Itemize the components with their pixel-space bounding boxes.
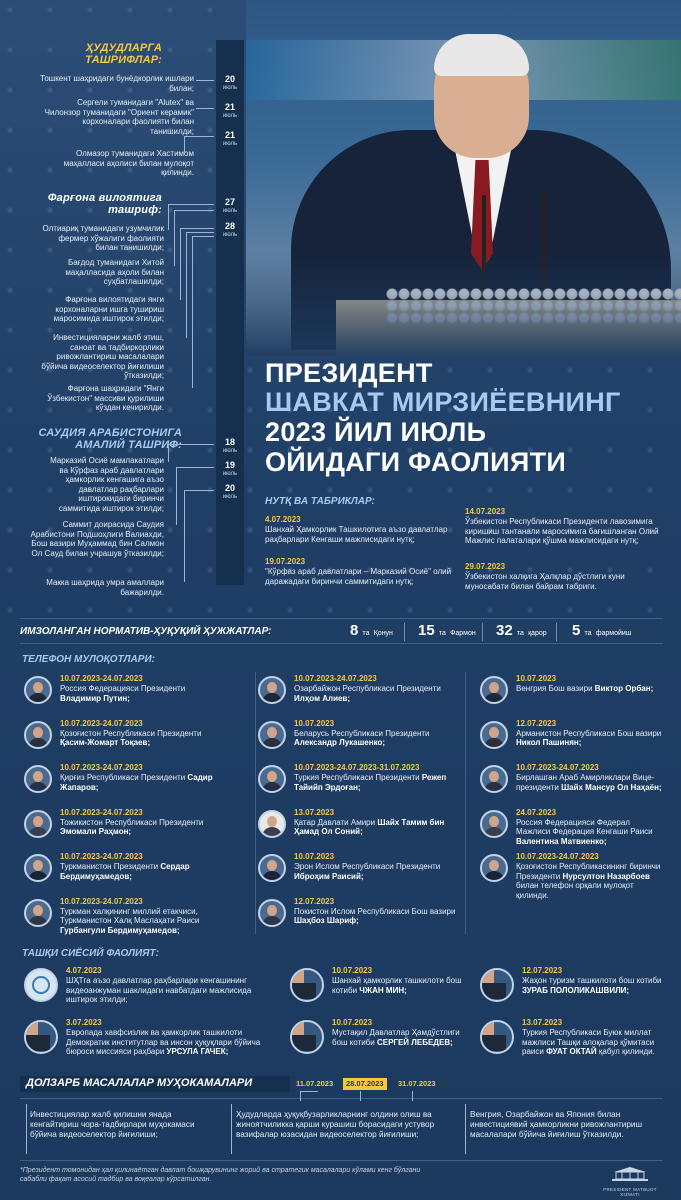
- phone-person: Иброҳим Раисий;: [294, 871, 364, 881]
- phone-role: Туркия Республикаси Президенти: [294, 773, 420, 782]
- avatar-head: [489, 771, 499, 782]
- date-badge: 28 июль: [222, 221, 238, 238]
- activity-person: ФУАТ ОКТАЙ: [546, 1047, 597, 1056]
- documents-bar: [20, 618, 663, 644]
- foreign-title: ТАШҚИ СИЁСИЙ ФАОЛИЯТ:: [22, 948, 159, 959]
- footnote: *Президент томонидан ҳал қилинаётган давлат бошқарувининг жорий ва стратегик масалалари кўлами кенг бўлгани сабабли фақат асосий тадбир ва воқеалар кўрсатилган.: [20, 1167, 421, 1183]
- phone-person: Гурбангули Бердимуҳамедов;: [60, 925, 180, 935]
- fergana-item: Фарғона вилоятидаги янги корхоналарни ишга тушириш маросимида иштирок этилди;: [53, 295, 164, 323]
- activity-text: [522, 1028, 672, 1057]
- portrait-avatar: [24, 810, 52, 838]
- divider: [482, 623, 483, 641]
- phone-role: Туркман халқининг миллий етакчиси, Туркманистон Халқ Маслаҳати Раиси: [60, 906, 200, 925]
- visits-title: ҲУДУДЛАРГА ТАШРИФЛАР:: [85, 42, 162, 66]
- divider: [465, 672, 466, 934]
- activity-desc: Европада хавфсизлик ва ҳамкорлик ташкилоти Демократик институтлар ва инсон ҳуқуқлари бўйича бюроси миссияси раҳбари: [66, 1028, 261, 1056]
- avatar-head: [33, 682, 43, 693]
- portrait-avatar: [24, 899, 52, 927]
- connector-line: [360, 1091, 361, 1101]
- phone-text: [294, 773, 459, 792]
- avatar-body: [484, 871, 504, 882]
- portrait-avatar: [24, 721, 52, 749]
- avatar-body: [292, 983, 316, 999]
- phone-role: Қирғиз Республикаси Президенти: [60, 773, 186, 782]
- avatar-head: [267, 727, 277, 738]
- meeting-date: 28.07.2023: [343, 1078, 387, 1090]
- activity-person: СЕРГЕЙ ЛЕБЕДЕВ;: [376, 1037, 453, 1047]
- phone-role: Эрон Ислом Республикаси Президенти: [294, 862, 441, 871]
- avatar-body: [262, 871, 282, 882]
- avatar-head: [489, 860, 499, 871]
- avatar-body: [482, 983, 506, 999]
- activity-tail: қабул қилинди.: [598, 1047, 655, 1056]
- phone-role: Россия Федерацияси Федерал Мажлиси Федерация Кенгаши Раиси: [516, 817, 653, 836]
- doc-count: 15 та Фармон: [418, 622, 476, 639]
- connector-line: [192, 236, 214, 388]
- portrait-avatar: [24, 765, 52, 793]
- avatar-head: [33, 816, 43, 827]
- activity-text: [332, 976, 472, 995]
- phone-date: 10.07.2023: [516, 674, 557, 683]
- phone-person: Александр Лукашенко;: [294, 738, 386, 747]
- portrait-avatar: [24, 854, 52, 882]
- phone-person: Виктор Орбан;: [594, 684, 654, 693]
- avatar-body: [28, 738, 48, 749]
- avatar-body: [28, 916, 48, 927]
- phone-person: Садир Жапаров;: [60, 773, 213, 792]
- phone-tail: билан телефон орқали мулоқот қилинди.: [516, 881, 634, 900]
- date-badge: 27 июль: [222, 197, 238, 214]
- connector-line: [412, 1091, 413, 1101]
- phone-date: 10.07.2023-24.07.2023: [60, 674, 143, 683]
- phone-person: Никол Пашинян;: [516, 738, 582, 747]
- speech-date: 4.07.2023: [265, 515, 301, 524]
- avatar-body: [262, 693, 282, 704]
- avatar-body: [482, 1035, 506, 1051]
- phone-text: [294, 818, 459, 837]
- speech-text: Шанхай Ҳамкорлик Ташкилотига аъзо давлатлар раҳбарлари Кенгаши мажлисидаги нутқ;: [265, 525, 448, 544]
- avatar-body: [28, 871, 48, 882]
- speech-text: Ўзбекистон халқига Ҳалқлар дўстлиги куни муносабати билан байрам табриги.: [465, 572, 625, 591]
- avatar-head: [267, 771, 277, 782]
- portrait-avatar: [480, 1020, 514, 1054]
- avatar-head: [489, 682, 499, 693]
- portrait-avatar: [258, 899, 286, 927]
- connector-line: [231, 1104, 232, 1154]
- date-badge: 18 июль: [222, 437, 238, 454]
- activity-text: [66, 1028, 276, 1057]
- avatar-head: [33, 860, 43, 871]
- avatar-body: [262, 916, 282, 927]
- saudi-title: САУДИЯ АРАБИСТОНИГА АМАЛИЙ ТАШРИФ:: [38, 427, 182, 451]
- activity-desc: Жаҳон туризм ташкилоти бош котиби: [522, 976, 662, 985]
- phone-date: 10.07.2023-24.07.2023: [60, 852, 143, 861]
- phone-role: Қозоғистон Республикасининг биринчи Президенти: [516, 862, 661, 881]
- visit-item: Тошкент шаҳридаги бунёдкорлик ишлари билан;: [40, 74, 194, 93]
- phone-date: 10.07.2023: [294, 718, 335, 728]
- avatar-head: [33, 771, 43, 782]
- phone-text: [516, 862, 666, 900]
- date-badge: 21 июль: [222, 102, 238, 119]
- doc-count: 8 та Қонун: [350, 622, 393, 639]
- portrait-avatar: [258, 721, 286, 749]
- phone-date: 10.07.2023-24.07.2023: [60, 896, 143, 906]
- divider: [20, 1160, 663, 1161]
- avatar-body: [262, 738, 282, 749]
- connector-line: [168, 444, 214, 462]
- activity-desc: Шанхай ҳамкорлик ташкилоти бош котиби: [332, 976, 462, 995]
- avatar-body: [484, 738, 504, 749]
- phone-role: Бирлашган Араб Амирликлари Вице-президенти: [516, 773, 655, 792]
- phone-date: 24.07.2023: [516, 807, 557, 817]
- portrait-avatar: [480, 765, 508, 793]
- avatar-body: [28, 782, 48, 793]
- main-title-line3: 2023 ЙИЛ ИЮЛЬ: [265, 417, 487, 447]
- phone-text: [516, 684, 666, 694]
- doc-count: 32 та қарор: [496, 622, 547, 639]
- activity-desc: Мустақил Давлатлар Ҳамдўстлиги бош котиби: [332, 1028, 460, 1047]
- fergana-title: Фарғона вилоятига ташриф:: [47, 192, 162, 216]
- building-icon: [610, 1166, 650, 1182]
- phone-text: [294, 729, 459, 748]
- connector-line: [196, 80, 214, 81]
- activity-date: 10.07.2023: [332, 1018, 373, 1027]
- speech-text: Ўзбекистон Республикаси Президенти лавозимига киришиш тантанали маросимига бағишланган Олий Мажлис палаталари қўшма мажлисидаги нутқ;: [465, 517, 659, 545]
- activity-person: ЧЖАН МИН;: [359, 985, 407, 995]
- phone-person: Режеп Тайийп Эрдоған;: [294, 773, 447, 792]
- phone-person: Шаҳбоз Шариф;: [294, 916, 359, 925]
- activity-date: 4.07.2023: [66, 966, 102, 975]
- sco-emblem-icon: [24, 968, 58, 1002]
- connector-line: [196, 108, 214, 109]
- activity-desc: ШҲТга аъзо давлатлар раҳбарлари кенгашининг видеоанжуман шаклидаги навбатдаги мажлисида иштирок этилди;: [66, 976, 252, 1004]
- meeting-date: 31.07.2023: [398, 1079, 436, 1088]
- date-badge: 20 июль: [222, 483, 238, 500]
- avatar-body: [484, 827, 504, 838]
- speech-date: 14.07.2023: [465, 507, 506, 516]
- phone-text: [516, 773, 666, 792]
- avatar-body: [28, 827, 48, 838]
- divider: [20, 1098, 663, 1099]
- meetings-title: ДОЛЗАРБ МАСАЛАЛАР МУҲОКАМАЛАРИ: [26, 1077, 253, 1089]
- avatar-head: [267, 682, 277, 693]
- phone-role: Покистон Ислом Республикаси Бош вазири: [294, 906, 456, 916]
- portrait-avatar: [290, 1020, 324, 1054]
- phone-role: Беларусь Республикаси Президенти: [294, 728, 430, 738]
- activity-date: 3.07.2023: [66, 1018, 102, 1027]
- avatar-body: [292, 1035, 316, 1051]
- main-title-line2: ШАВКАТ МИРЗИЁЕВНИНГ: [265, 387, 621, 417]
- portrait-avatar: [480, 810, 508, 838]
- portrait-avatar: [24, 676, 52, 704]
- avatar-body: [484, 782, 504, 793]
- divider: [255, 672, 256, 934]
- speech-date: 29.07.2023: [465, 562, 506, 571]
- meeting-date: 11.07.2023: [296, 1079, 334, 1088]
- portrait-avatar: [480, 721, 508, 749]
- fergana-item: Фарғона шаҳридаги "Янги Ўзбекистон" массиви қурилиши кўздан кечирилди.: [47, 384, 164, 412]
- portrait-avatar: [258, 676, 286, 704]
- divider: [404, 623, 405, 641]
- connector-line: [26, 1104, 27, 1154]
- photo-hair: [434, 34, 529, 76]
- saudi-item: Марказий Осиё мамлакатлари ва Кўрфаз араб давлатлари ҳамкорлик кенгашига аъзо давлатлар раҳбарлари иштирокидаги биринчи саммитида иштирок этилди;: [50, 456, 164, 513]
- activity-text: [66, 976, 276, 1005]
- speech-date: 19.07.2023: [265, 557, 306, 566]
- phone-person: Владимир Путин;: [60, 693, 130, 703]
- activity-text: [522, 976, 672, 995]
- visit-item: Олмазор туманидаги Хастимом маҳалласи аҳолиси билан мулоқот қилинди.: [63, 149, 194, 177]
- phone-person: Қасим-Жомарт Тоқаев;: [60, 738, 151, 747]
- phone-date: 12.07.2023: [294, 896, 335, 906]
- phone-date: 10.07.2023: [294, 852, 335, 861]
- meeting-item: Венгрия, Озарбайжон ва Япония билан инвестициявий ҳамкорликни ривожлантириш масалалари бўйича йиғилиш ўтказилди.: [470, 1110, 643, 1139]
- photo-fade: [246, 250, 681, 355]
- phone-text: [60, 862, 225, 881]
- meeting-item: Ҳудудларда ҳуқуқбузарликларнинг олдини олиш ва жиноятчиликка қарши курашиш борасидаги устувор вазифалар юзасидан видеоселектор йиғилиши;: [236, 1110, 435, 1139]
- portrait-avatar: [24, 1020, 58, 1054]
- logo: [598, 1166, 662, 1197]
- avatar-head: [26, 1022, 38, 1035]
- connector-line: [465, 1104, 466, 1154]
- phone-person: Шайх Тамим бин Ҳамад Ол Соний;: [294, 817, 445, 836]
- phone-date: 10.07.2023-24.07.2023-31.07.2023: [294, 763, 420, 772]
- portrait-avatar: [480, 968, 514, 1002]
- activity-text: [332, 1028, 472, 1047]
- phone-text: [294, 907, 459, 926]
- main-title-line1: ПРЕЗИДЕНТ: [265, 358, 433, 388]
- activity-date: 12.07.2023: [522, 966, 563, 975]
- fergana-item: Инвестицияларни жалб этиш, саноат ва тадбиркорлики ривожлантириш масалалари бўйича видеоселектор йиғилиши ўтказилди;: [41, 333, 164, 380]
- connector-line: [184, 136, 214, 154]
- phone-date: 10.07.2023-24.07.2023: [60, 718, 143, 728]
- avatar-body: [26, 1035, 50, 1051]
- portrait-avatar: [258, 765, 286, 793]
- phone-role: Қозоғистон Республикаси Президенти: [60, 728, 202, 738]
- documents-title: ИМЗОЛАНГАН НОРМАТИВ-ҲУҚУҚИЙ ҲУЖЖАТЛАР:: [20, 626, 272, 637]
- portrait-avatar: [258, 810, 286, 838]
- avatar-head: [267, 860, 277, 871]
- saudi-item: Макка шаҳрида умра амаллари бажарилди.: [46, 578, 164, 597]
- phone-text: [294, 684, 459, 703]
- saudi-item: Саммит доирасида Саудия Арабистони Подшоҳлиги Валиахди, Бош вазири Муҳаммад бин Салмон Ол Сауд билан учрашув ўтказилди;: [30, 520, 164, 558]
- avatar-head: [489, 816, 499, 827]
- avatar-head: [267, 905, 277, 916]
- phone-date: 12.07.2023: [516, 718, 557, 728]
- date-badge: 20 июль: [222, 74, 238, 91]
- avatar-body: [262, 827, 282, 838]
- phone-text: [516, 818, 666, 847]
- visit-item: Сергели туманидаги "Alutex" ва Чилонзор туманидаги "Ориент керамик" корхоналари фаолияти билан танишилди;: [44, 98, 194, 136]
- avatar-head: [292, 970, 304, 983]
- phone-person: Шайх Мансур Ол Наҳаён;: [561, 782, 662, 792]
- phone-title: ТЕЛЕФОН МУЛОҚОТЛАРИ:: [22, 654, 155, 665]
- doc-count: 5 та фармойиш: [572, 622, 632, 639]
- avatar-head: [33, 905, 43, 916]
- avatar-head: [482, 970, 494, 983]
- phone-date: 13.07.2023: [294, 807, 335, 817]
- activity-person: ЗУРАБ ПОЛОЛИКАШВИЛИ;: [522, 985, 630, 995]
- phone-text: [60, 729, 225, 748]
- avatar-body: [262, 782, 282, 793]
- phone-person: Нурсултон Назарбоев: [562, 871, 650, 881]
- phone-person: Илҳом Алиев;: [294, 693, 351, 703]
- avatar-head: [482, 1022, 494, 1035]
- avatar-head: [489, 727, 499, 738]
- phone-date: 10.07.2023-24.07.2023: [516, 852, 599, 861]
- phone-text: [60, 684, 225, 703]
- activity-date: 10.07.2023: [332, 966, 373, 975]
- activity-date: 13.07.2023: [522, 1018, 563, 1027]
- logo-text: PRESIDENT MATBUOT XIZMATI: [603, 1187, 657, 1197]
- portrait-avatar: [480, 676, 508, 704]
- phone-text: [294, 862, 459, 881]
- phone-person: Валентина Матвиенко;: [516, 836, 607, 846]
- main-title-line4: ОЙИДАГИ ФАОЛИЯТИ: [265, 447, 567, 477]
- phone-person: Сердар Бердимуҳамедов;: [60, 862, 190, 881]
- connector-line: [300, 1091, 318, 1101]
- phone-role: Озарбайжон Республикаси Президенти: [294, 684, 441, 693]
- avatar-head: [267, 816, 277, 827]
- activity-person: УРСУЛА ГАЧЕК;: [166, 1047, 229, 1056]
- avatar-head: [33, 727, 43, 738]
- phone-date: 10.07.2023-24.07.2023: [60, 763, 143, 772]
- fergana-item: Олтиариқ туманидаги узумчилик фермер хўжалиги фаолияти билан танишилди;: [42, 224, 164, 252]
- phone-role: Туркманистон Президенти: [60, 862, 159, 871]
- phone-role: Арманистон Республикаси Бош вазири: [516, 728, 662, 738]
- date-badge: 21 июль: [222, 130, 238, 147]
- portrait-avatar: [290, 968, 324, 1002]
- phone-text: [60, 907, 225, 936]
- portrait-avatar: [480, 854, 508, 882]
- emblem-ring: [32, 976, 50, 994]
- president-photo: [246, 0, 681, 355]
- phone-role: Қатар Давлати Амири: [294, 817, 376, 827]
- phone-person: Эмомали Раҳмон;: [60, 827, 132, 836]
- fergana-item: Бағдод туманидаги Хитой маҳалласида аҳоли билан суҳбатлашилди;: [65, 258, 164, 286]
- activity-desc: Туркия Республикаси Буюк миллат мажлиси Ташқи алоқалар қўмитаси раиси: [522, 1028, 655, 1056]
- date-badge: 19 июль: [222, 460, 238, 477]
- phone-date: 10.07.2023-24.07.2023: [294, 674, 377, 683]
- avatar-head: [292, 1022, 304, 1035]
- speech-text: "Кўрфаз араб давлатлари – Марказий Осиё" олий даражадаги биринчи саммитидаги нутқ;: [265, 567, 452, 586]
- meeting-item: Инвестициялар жалб қилишни янада кенгайтириш чора-тадбирлари муҳокамаси бўйича видеоселектор йиғилиши;: [30, 1110, 195, 1139]
- phone-text: [516, 729, 666, 748]
- phone-date: 10.07.2023-24.07.2023: [60, 807, 143, 817]
- phone-text: [60, 773, 225, 792]
- portrait-avatar: [258, 854, 286, 882]
- avatar-body: [28, 693, 48, 704]
- phone-role: Тожикистон Республикаси Президенти: [60, 817, 204, 827]
- phone-text: [60, 818, 225, 837]
- phone-date: 10.07.2023-24.07.2023: [516, 763, 599, 772]
- connector-line: [184, 490, 214, 582]
- phone-role: Венгрия Бош вазири: [516, 684, 593, 693]
- timeline-spine: [216, 40, 244, 585]
- divider: [556, 623, 557, 641]
- phone-role: Россия Федерацияси Президенти: [60, 684, 186, 693]
- avatar-body: [484, 693, 504, 704]
- speeches-title: НУТҚ ВА ТАБРИКЛАР:: [265, 496, 375, 507]
